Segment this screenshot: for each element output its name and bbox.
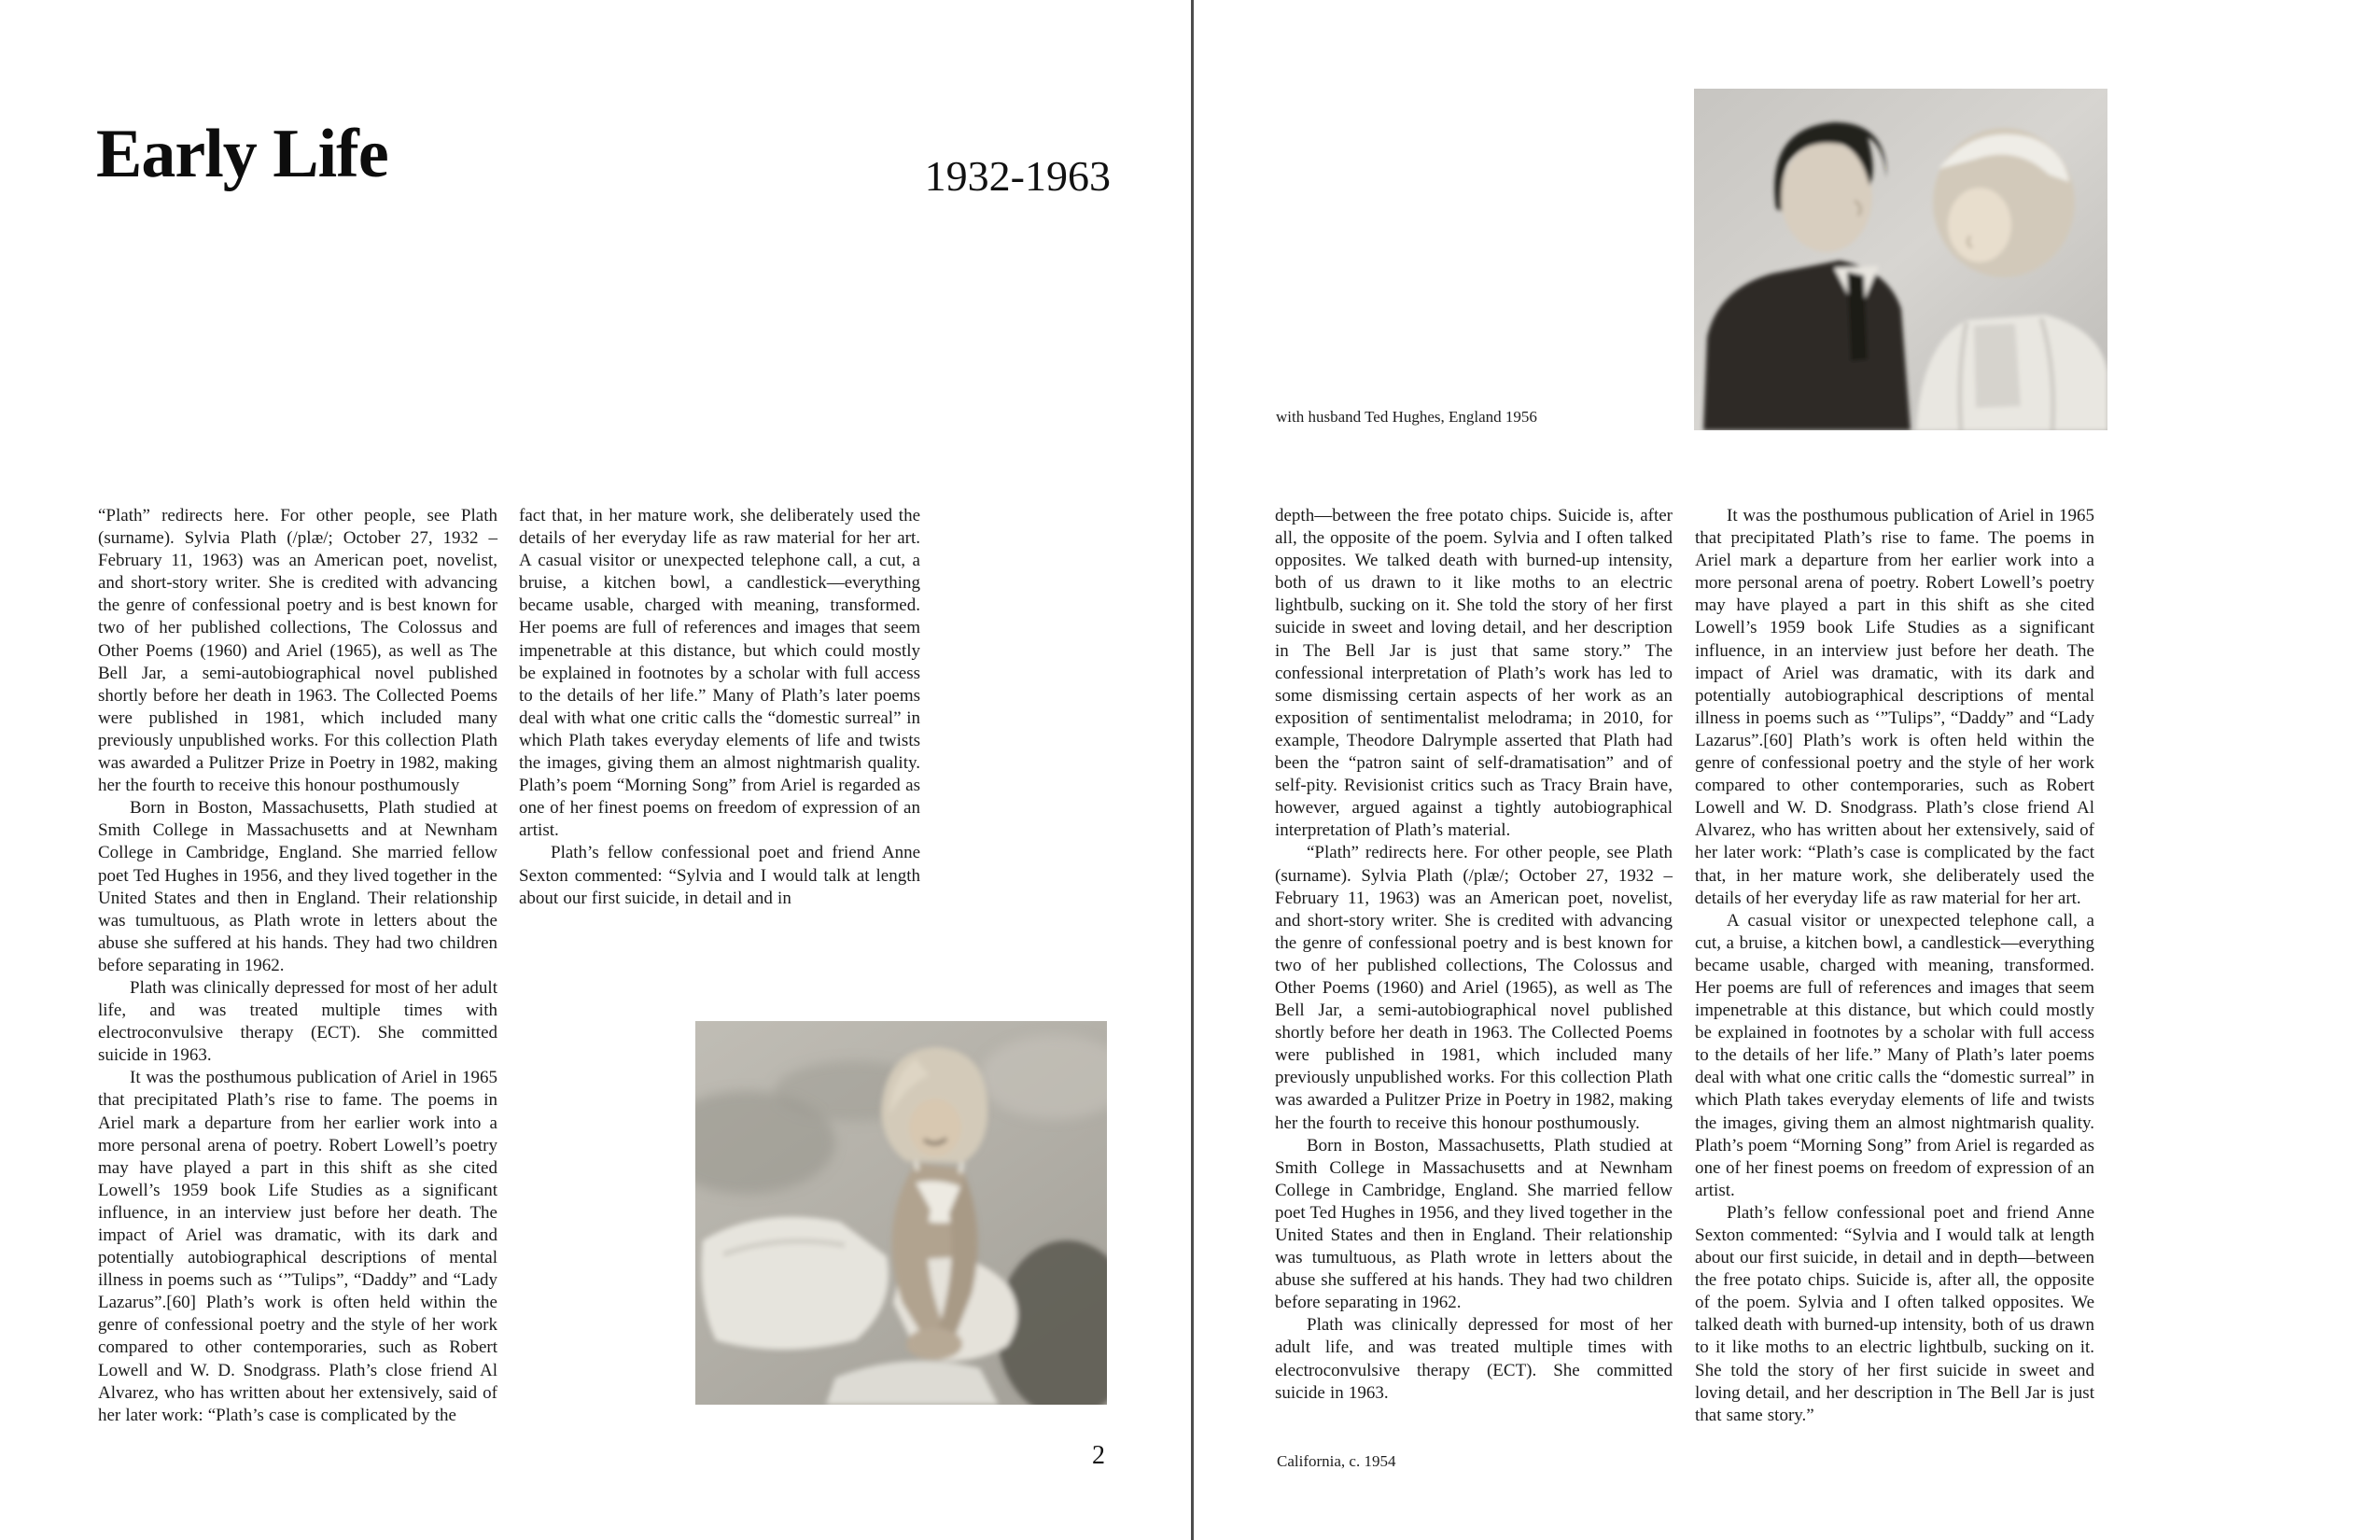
- left-page-column-2: [519, 505, 920, 910]
- bottom-photo-caption: California, c. 1954: [1277, 1452, 1396, 1470]
- paragraph: Plath’s fellow confessional poet and friend Anne Sexton commented: “Sylvia and I would talk at length about our first suicide, in detail and in depth—between the free potato chips. Suicide is, after all, the opposite of the poem. Sylvia and I often talked opposites. We talked death with burned-up intensity, both of us drawn to it like moths to an electric lightbulb, sucking on it. She told the story of her first suicide in sweet and loving detail, and her description in The Bell Jar is just that same story.”: [1695, 1202, 2094, 1425]
- paragraph: It was the posthumous publication of Ariel in 1965 that precipitated Plath’s rise to fame. The poems in Ariel mark a departure from her earlier work into a more personal arena of poetry. Robert Lowell’s poetry may have played a part in this shift as she cited Lowell’s 1959 book Life Studies as a significant influence, in an interview just before her death. The impact of Ariel was dramatic, with its dark and potentially autobiographical descriptions of mental illness in poems such as ‘”Tulips”, “Daddy” and “Lady Lazarus”.[60] Plath’s work is often held within the genre of confessional poetry and the style of her work compared to other contemporaries, such as Robert Lowell and W. D. Snodgrass. Plath’s close friend Al Alvarez, who has written about her extensively, said of her later work: “Plath’s case is complicated by the: [98, 1068, 497, 1425]
- right-page-column-2: [1695, 505, 2094, 1427]
- paragraph: A casual visitor or unexpected telephone call, a cut, a bruise, a kitchen bowl, a candlestick—everything became usable, charged with meaning, transformed. Her poems are full of references and images that seem impenetrable at this distance, but which could mostly be explained in footnotes by a scholar with full access to the details of her life.” Many of Plath’s later poems deal with what one critic calls the “domestic surreal” in which Plath takes everyday elements of life and twists the images, giving them an almost nightmarish quality. Plath’s poem “Morning Song” from Ariel is regarded as one of her finest poems on freedom of expression of an artist.: [1695, 910, 2094, 1200]
- couple-photo-caption: with husband Ted Hughes, England 1956: [1276, 408, 1537, 426]
- page-divider-line: [1191, 0, 1194, 1540]
- left-page-column-1: [98, 505, 497, 1427]
- chapter-date-range: 1932-1963: [924, 152, 1111, 200]
- beach-photo: [695, 1021, 1107, 1405]
- paragraph: It was the posthumous publication of Ariel in 1965 that precipitated Plath’s rise to fame. The poems in Ariel mark a departure from her earlier work into a more personal arena of poetry. Robert Lowell’s poetry may have played a part in this shift as she cited Lowell’s 1959 book Life Studies as a significant influence, in an interview just before her death. The impact of Ariel was dramatic, with its dark and potentially autobiographical descriptions of mental illness in poems such as ‘”Tulips”, “Daddy” and “Lady Lazarus”.[60] Plath’s work is often held within the genre of confessional poetry and the style of her work compared to other contemporaries, such as Robert Lowell and W. D. Snodgrass. Plath’s close friend Al Alvarez, who has written about her extensively, said of her later work: “Plath’s case is complicated by the fact that, in her mature work, she deliberately used the details of her everyday life as raw material for her art.: [1695, 506, 2094, 908]
- paragraph: Plath was clinically depressed for most of her adult life, and was treated multiple times with electroconvulsive therapy (ECT). She committed suicide in 1963.: [98, 977, 497, 1066]
- chapter-title: Early Life: [96, 116, 388, 192]
- paragraph: Plath was clinically depressed for most of her adult life, and was treated multiple times with electroconvulsive therapy (ECT). She committed suicide in 1963.: [1275, 1315, 1673, 1403]
- couple-photo-illustration: [1694, 89, 2107, 430]
- right-page-column-1: [1275, 505, 1673, 1405]
- paragraph: fact that, in her mature work, she deliberately used the details of her everyday life as raw material for her art. A casual visitor or unexpected telephone call, a cut, a bruise, a kitchen bowl, a candlestick—everything became usable, charged with meaning, transformed. Her poems are full of references and images that seem impenetrable at this distance, but which could mostly be explained in footnotes by a scholar with full access to the details of her life.” Many of Plath’s later poems deal with what one critic calls the “domestic surreal” in which Plath takes everyday elements of life and twists the images, giving them an almost nightmarish quality. Plath’s poem “Morning Song” from Ariel is regarded as one of her finest poems on freedom of expression of an artist.: [519, 506, 920, 841]
- paragraph: Born in Boston, Massachusetts, Plath studied at Smith College in Massachusetts and at Newnham College in Cambridge, England. She married fellow poet Ted Hughes in 1956, and they lived together in the United States and then in England. Their relationship was tumultuous, as Plath wrote in letters about the abuse she suffered at his hands. They had two children before separating in 1962.: [1275, 1135, 1673, 1313]
- beach-photo-illustration: [695, 1021, 1107, 1405]
- paragraph: “Plath” redirects here. For other people, see Plath (surname). Sylvia Plath (/plæ/; October 27, 1932 – February 11, 1963) was an American poet, novelist, and short-story writer. She is credited with advancing the genre of confessional poetry and is best known for two of her published collections, The Colossus and Other Poems (1960) and Ariel (1965), as well as The Bell Jar, a semi-autobiographical novel published shortly before her death in 1963. The Collected Poems were published in 1981, which included many previously unpublished works. For this collection Plath was awarded a Pulitzer Prize in Poetry in 1982, making her the fourth to receive this honour posthumously.: [1275, 843, 1673, 1133]
- paragraph: Plath’s fellow confessional poet and friend Anne Sexton commented: “Sylvia and I would talk at length about our first suicide, in detail and in: [519, 843, 920, 908]
- paragraph: “Plath” redirects here. For other people, see Plath (surname). Sylvia Plath (/plæ/; October 27, 1932 – February 11, 1963) was an American poet, novelist, and short-story writer. She is credited with advancing the genre of confessional poetry and is best known for two of her published collections, The Colossus and Other Poems (1960) and Ariel (1965), as well as The Bell Jar, a semi-autobiographical novel published shortly before her death in 1963. The Collected Poems were published in 1981, which included many previously unpublished works. For this collection Plath was awarded a Pulitzer Prize in Poetry in 1982, making her the fourth to receive this honour posthumously: [98, 506, 497, 796]
- page-number: 2: [1092, 1441, 1105, 1470]
- paragraph: depth—between the free potato chips. Suicide is, after all, the opposite of the poem. Sylvia and I often talked opposites. We talked death with burned-up intensity, both of us drawn to it like moths to an electric lightbulb, sucking on it. She told the story of her first suicide in sweet and loving detail, and her description in The Bell Jar is just that same story.” The confessional interpretation of Plath’s work has led to some dismissing certain aspects of her work as an exposition of sentimentalist melodrama; in 2010, for example, Theodore Dalrymple asserted that Plath had been the “patron saint of self-dramatisation” and of self-pity. Revisionist critics such as Tracy Brain have, however, argued against a tightly autobiographical interpretation of Plath’s material.: [1275, 506, 1673, 841]
- paragraph: Born in Boston, Massachusetts, Plath studied at Smith College in Massachusetts and at Newnham College in Cambridge, England. She married fellow poet Ted Hughes in 1956, and they lived together in the United States and then in England. Their relationship was tumultuous, as Plath wrote in letters about the abuse she suffered at his hands. They had two children before separating in 1962.: [98, 798, 497, 975]
- couple-photo: [1694, 89, 2107, 430]
